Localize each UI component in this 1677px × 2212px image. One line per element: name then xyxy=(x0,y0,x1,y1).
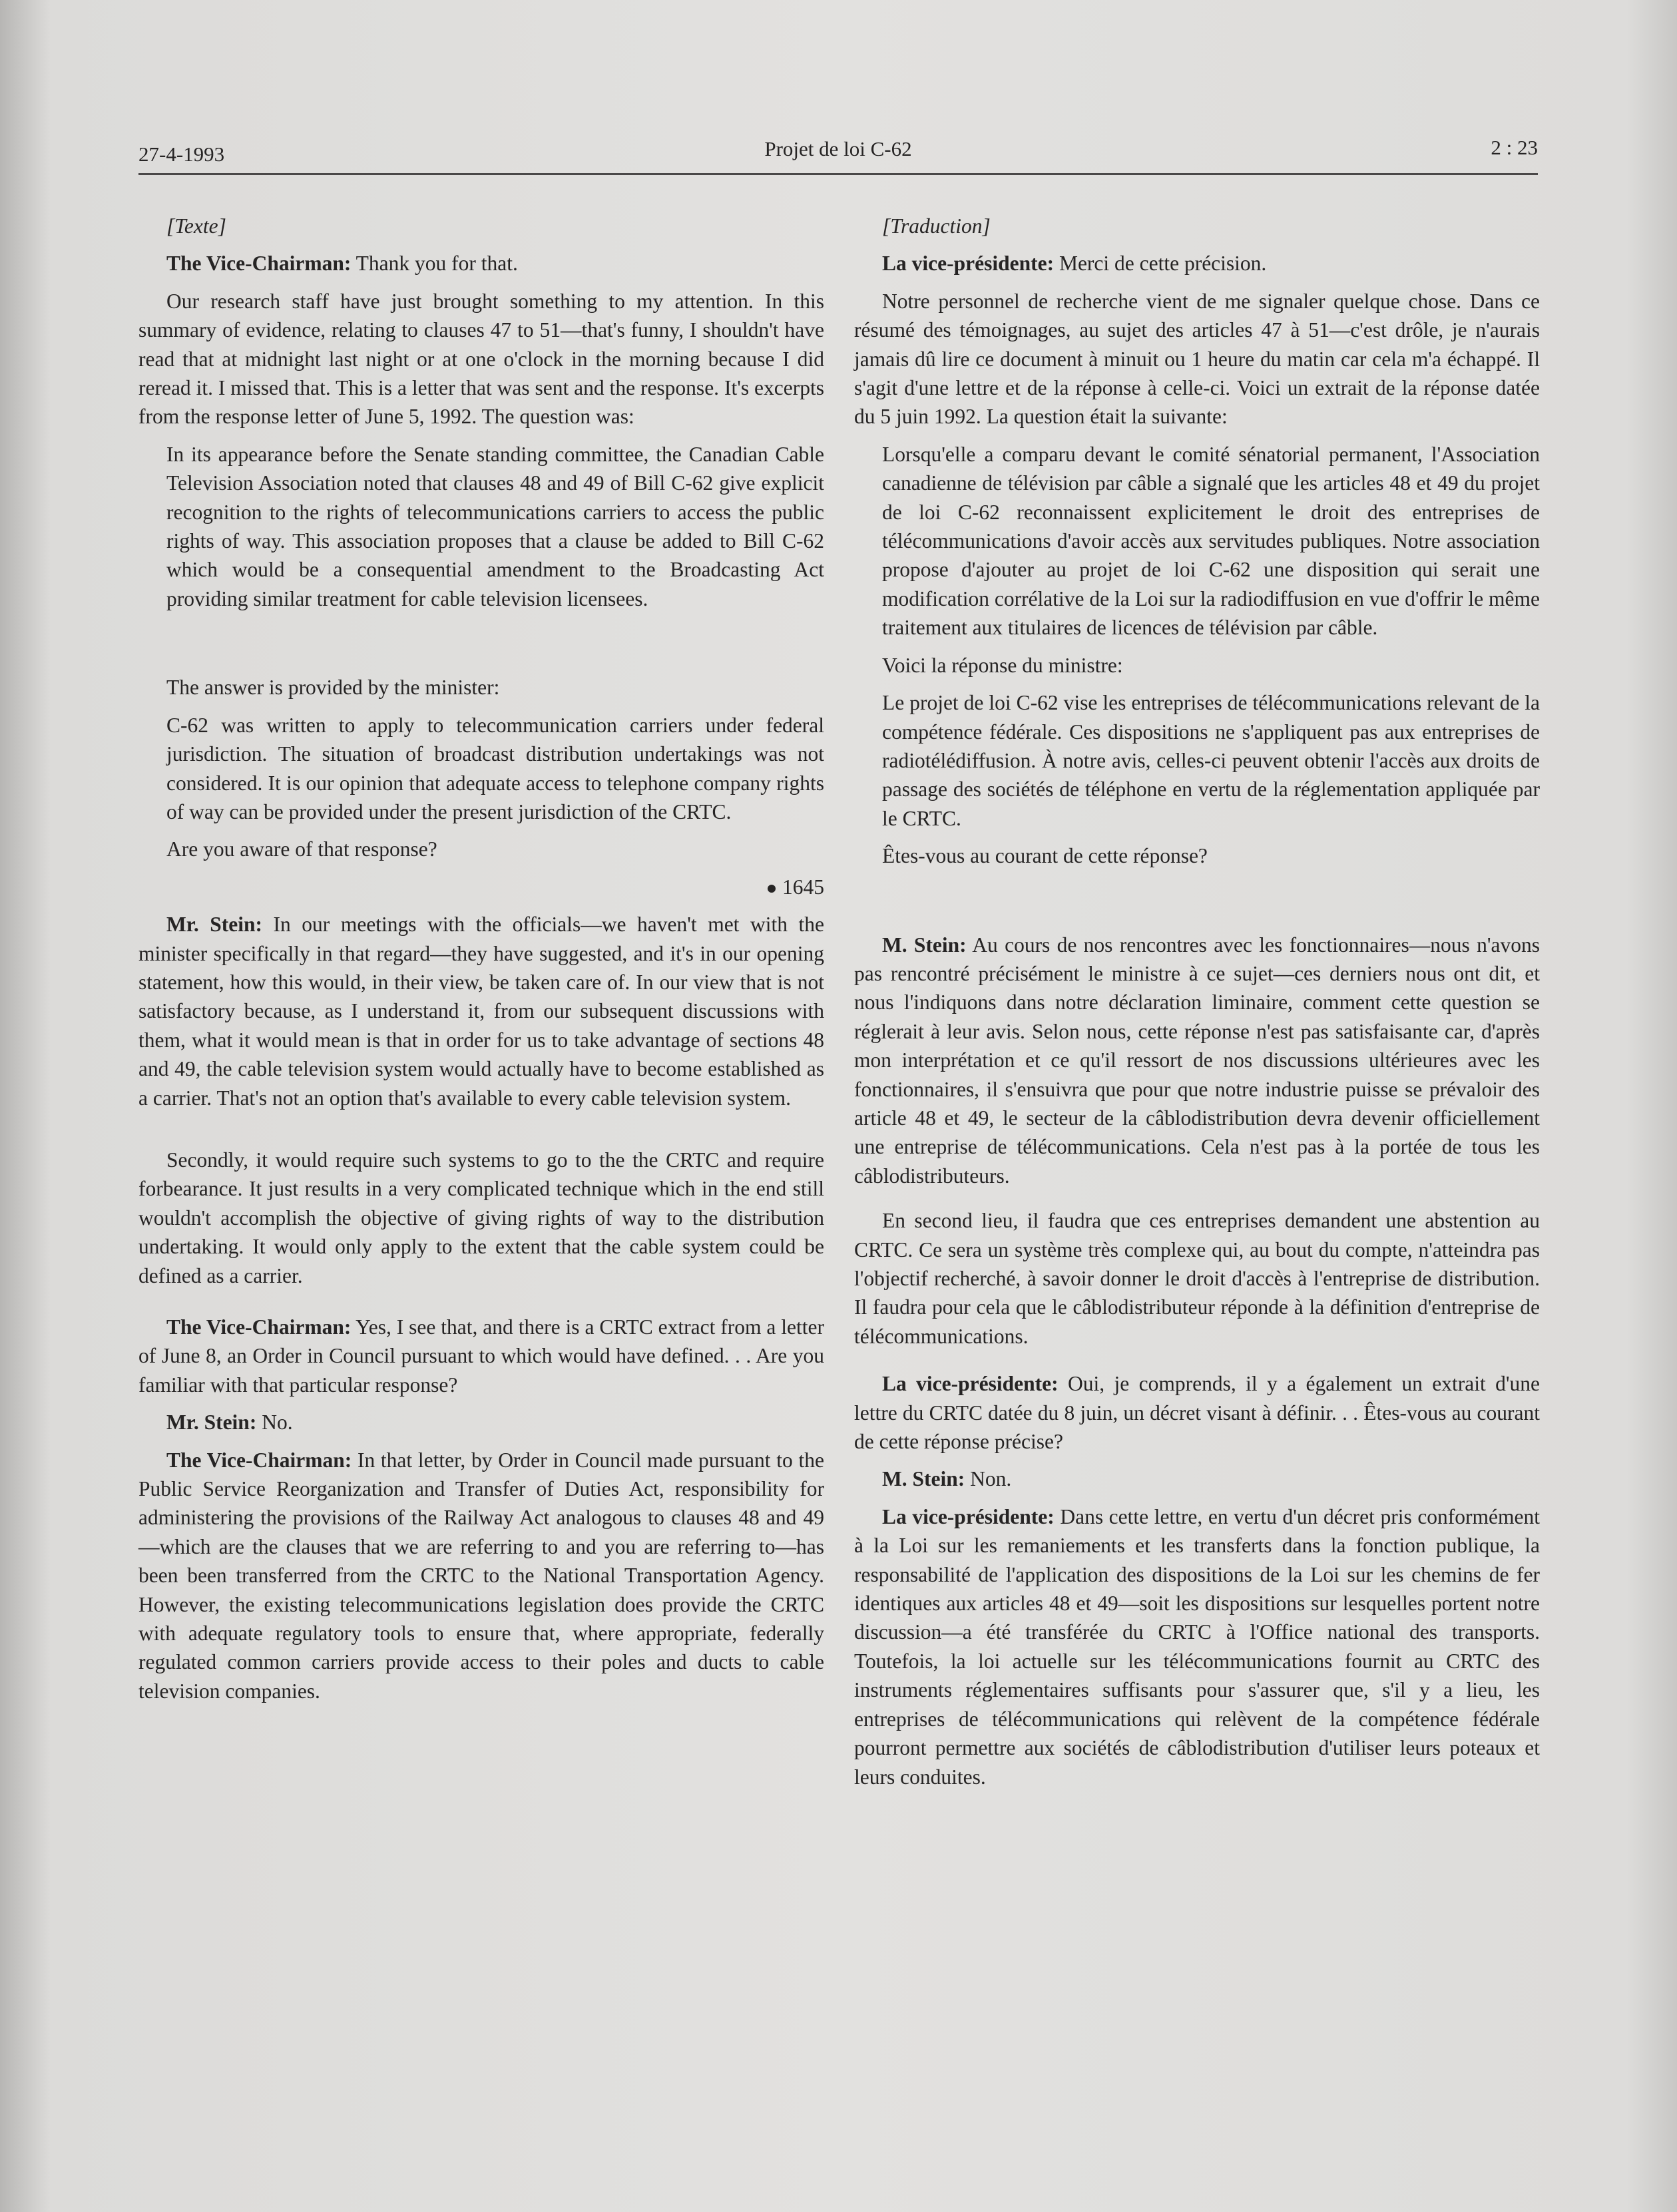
speaker-name: M. Stein: xyxy=(882,933,967,957)
paragraph: Are you aware of that response? xyxy=(166,837,437,861)
paragraph xyxy=(854,249,1540,278)
paragraph: Êtes-vous au courant de cette réponse? xyxy=(882,844,1208,868)
speech-text: Oui, je comprends, il y a également un extrait d'une lettre du CRTC datée du 8 juin, un décret visant à définir. . . Êtes-vous au courant de cette réponse précise? xyxy=(854,1372,1541,1454)
paragraph: En second lieu, il faudra que ces entreprises demandent une abstention au CRTC. Ce sera un système très complexe qui, au bout du compte, n'atteindra pas l'objectif recherché, à savoir donner le droit d'accès à l'entreprise de distribution. Il faudra pour cela que le câblodistributeur réponde à la définition d'entreprise de télécommunications. xyxy=(854,1209,1540,1348)
translation-marker: [Traduction] xyxy=(882,214,991,238)
speaker-name: The Vice-Chairman: xyxy=(166,252,352,276)
french-column xyxy=(854,212,1540,1800)
speech-text: In our meetings with the officials—we haven't met with the minister specifically in that regard—they have suggested, and it's in our opening statement, how this would, in their view, be taken care of. In our view that is not satisfactory because, as I understand it, from our subsequent discussions with them, what it would mean is that in order for us to take advantage of sections 48 and 49, the cable television system would actually have to become established as a carrier. That's not an option that's available to every cable television system. xyxy=(138,913,824,1110)
page-header xyxy=(138,133,1538,175)
speech-text: No. xyxy=(256,1411,293,1435)
paragraph: Voici la réponse du ministre: xyxy=(882,653,1123,677)
quoted-answer: C-62 was written to apply to telecommunication carriers under federal jurisdiction. The situation of broadcast distribution undertakings was not considered. It is our opinion that adequate access to telephone company rights of way can be provided under the present jurisdiction of the CRTC. xyxy=(166,713,824,823)
speaker-name: The Vice-Chairman: xyxy=(166,1448,352,1472)
header-page-number: 2 : 23 xyxy=(1491,136,1538,159)
header-title: Projet de loi C-62 xyxy=(764,137,912,160)
paragraph xyxy=(854,1502,1540,1791)
speech-text: Au cours de nos rencontres avec les fonctionnaires—nous n'avons pas rencontré précisément le ministre à ce sujet—ces derniers nous ont dit, et nous l'indiquons dans notre déclaration liminaire, comment cette question se réglerait à leur avis. Selon nous, cette réponse n'est pas satisfaisante car, d'après mon interprétation et ce qu'il ressort de nos discussions ultérieures avec les fonctionnaires, il s'ensuivra que pour que notre industrie puisse se prévaloir des article 48 et 49, le secteur de la câblodistribution devra devenir officiellement une entreprise de télécommunications. Cela n'est pas à la portée de tous les câblodistributeurs. xyxy=(854,933,1541,1188)
paragraph: Secondly, it would require such systems to go to the the CRTC and require forbearance. It just results in a very complicated technique which in the end still wouldn't accomplish the objective of giving rights of way to the distribution undertaking. It would only apply to the extent that the cable system could be defined as a carrier. xyxy=(138,1148,824,1287)
paragraph xyxy=(138,249,824,278)
english-column xyxy=(138,212,824,1714)
speech-text: Dans cette lettre, en vertu d'un décret pris conformément à la Loi sur les remaniements et les transferts dans la fonction publique, la responsabilité de l'application des dispositions de la Loi sur les chemins de fer identiques aux articles 48 et 49—soit les dispositions sur lesquelles portent notre discussion—a été transférée du CRTC à l'Office national des transports. Toutefois, la loi actuelle sur les télécommunications fournit au CRTC des instruments réglementaires suffisants pour s'assurer que, s'il y a lieu, les entreprises de télécommunications qui relèvent de la compétence fédérale pourront permettre aux sociétés de câblodistribution d'utiliser leurs poteaux et leurs conduites. xyxy=(854,1504,1540,1789)
quoted-question: Lorsqu'elle a comparu devant le comité sénatorial permanent, l'Association canadienne de télévision par câble a signalé que les articles 48 et 49 du projet de loi C-62 reconnaissent explicitement le droit des entreprises de télécommunications d'avoir accès aux servitudes publiques. Notre association propose d'ajouter au projet de loi C-62 une disposition qui serait une modification corrélative de la Loi sur la radiodiffusion en vue d'offrir le même traitement aux titulaires de licences de télévision par câble. xyxy=(882,442,1540,640)
paragraph: Notre personnel de recherche vient de me signaler quelque chose. Dans ce résumé des témoignages, au sujet des articles 47 à 51—c'est drôle, je n'aurais jamais dû lire ce document à minuit ou 1 heure du matin car cela m'a échappé. Il s'agit d'une lettre et de la réponse à celle-ci. Voici un extrait de la réponse datée du 5 juin 1992. La question était la suivante: xyxy=(854,289,1540,429)
speaker-name: The Vice-Chairman: xyxy=(166,1315,352,1339)
speaker-name: La vice-présidente: xyxy=(882,1372,1059,1396)
speaker-name: M. Stein: xyxy=(882,1467,965,1491)
speech-text: Non. xyxy=(965,1467,1012,1491)
paragraph: Our research staff have just brought something to my attention. In this summary of evidence, relating to clauses 47 to 51—that's funny, I shouldn't have read that at midnight last night or at one o'clock in the morning because I did reread it. I missed that. This is a letter that was sent and the response. It's excerpts from the response letter of June 5, 1992. The question was: xyxy=(138,289,824,429)
speaker-name: La vice-présidente: xyxy=(882,252,1055,276)
text-marker: [Texte] xyxy=(166,214,226,238)
paragraph xyxy=(138,1446,824,1706)
speech-text: Yes, I see that, and there is a CRTC extract from a letter of June 8, an Order in Council pursuant to which would have defined. . . Are you familiar with that particular response? xyxy=(138,1315,824,1397)
bullet-icon xyxy=(768,885,776,893)
speaker-name: Mr. Stein: xyxy=(166,913,262,937)
timestamp-value: 1645 xyxy=(782,875,824,899)
paragraph xyxy=(854,1464,1540,1493)
paragraph xyxy=(138,1408,824,1437)
paragraph xyxy=(138,910,824,1112)
paragraph xyxy=(138,1313,824,1399)
speech-text: Merci de cette précision. xyxy=(1054,252,1267,276)
paragraph: The answer is provided by the minister: xyxy=(166,676,500,700)
header-date: 27-4-1993 xyxy=(138,142,225,166)
paragraph xyxy=(854,931,1540,1191)
quoted-question: In its appearance before the Senate standing committee, the Canadian Cable Television Association noted that clauses 48 and 49 of Bill C-62 give explicit recognition to the rights of telecommunications carriers to access the public rights of way. This association proposes that a clause be added to Bill C-62 which would be a consequential amendment to the Broadcasting Act providing similar treatment for cable television licensees. xyxy=(166,442,824,610)
paragraph xyxy=(854,1369,1540,1456)
quoted-answer: Le projet de loi C-62 vise les entreprises de télécommunications relevant de la compétence fédérale. Ces dispositions ne s'appliquent pas aux entreprises de radiotélédiffusion. À notre avis, celles-ci peuvent obtenir l'accès aux droits de passage des sociétés de téléphone en vertu de la réglementation appliquée par le CRTC. xyxy=(882,691,1540,830)
speaker-name: La vice-présidente: xyxy=(882,1504,1055,1528)
speech-text: In that letter, by Order in Council made pursuant to the Public Service Reorganization and Transfer of Duties Act, responsibility for administering the provisions of the Railway Act analogous to clauses 48 and 49—which are the clauses that we are referring to and you are referring to—has been been transferred from the CRTC to the National Transportation Agency. However, the existing telecommunications legislation does provide the CRTC with adequate regulatory tools to ensure that, where appropriate, federally regulated common carriers provide access to their poles and ducts to cable television companies. xyxy=(138,1448,824,1703)
timestamp xyxy=(138,873,824,901)
speaker-name: Mr. Stein: xyxy=(166,1411,257,1435)
speech-text: Thank you for that. xyxy=(351,252,518,276)
